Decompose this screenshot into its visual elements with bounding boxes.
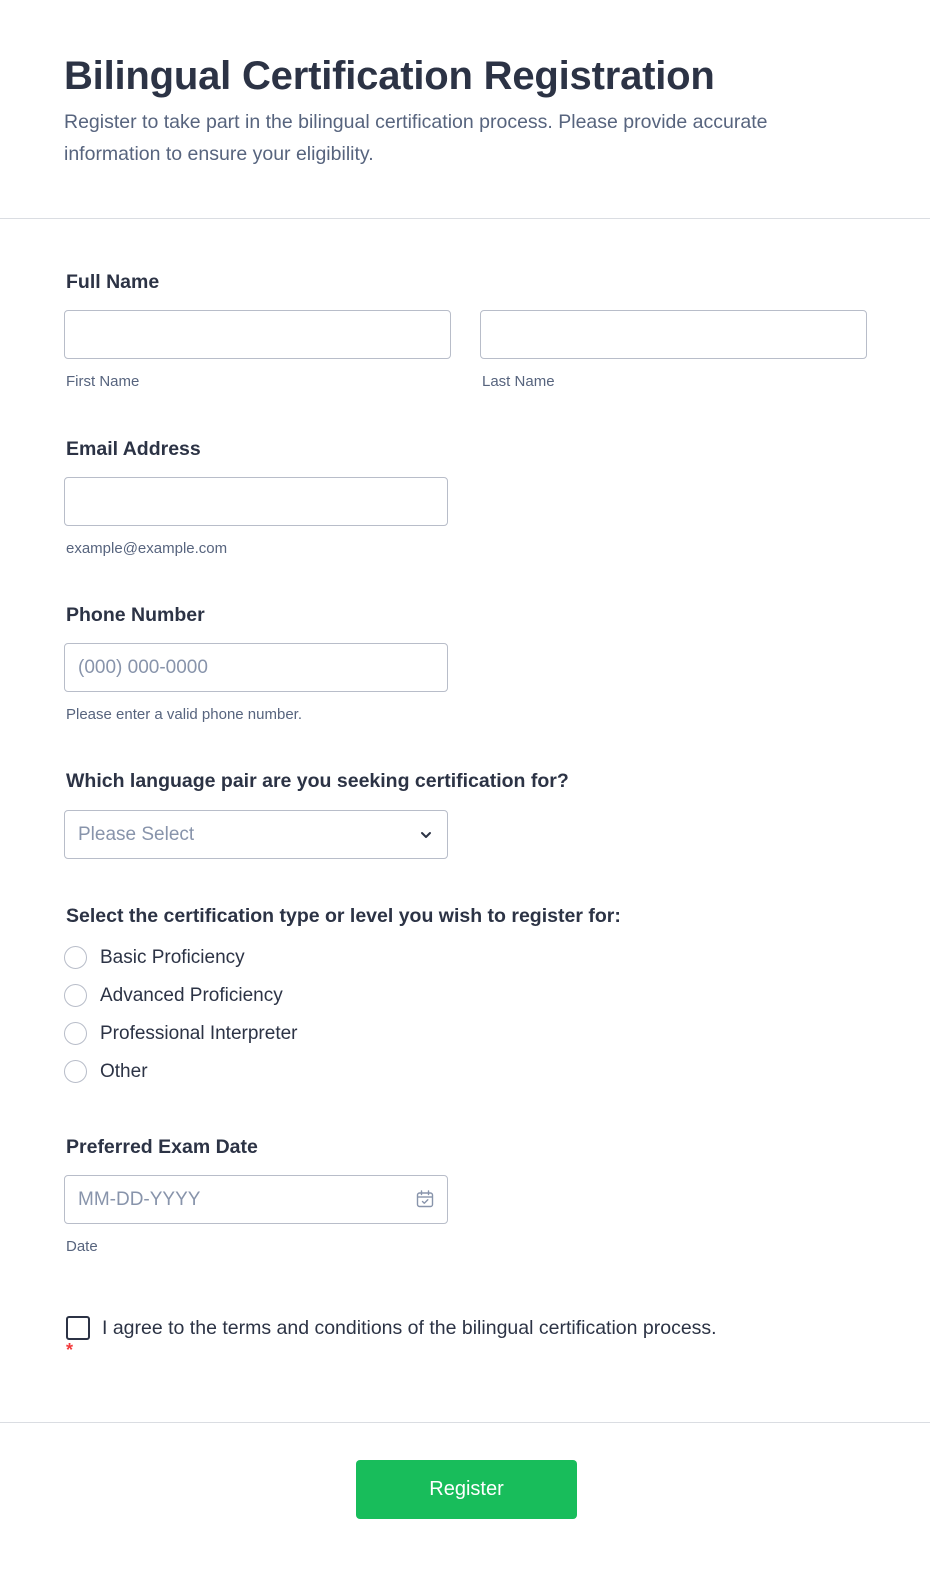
- radio-option-label: Professional Interpreter: [100, 1023, 298, 1044]
- email-sublabel: example@example.com: [66, 540, 228, 557]
- cert-type-label: Select the certification type or level you wish to register for:: [66, 905, 621, 927]
- last-name-sublabel: Last Name: [482, 373, 555, 390]
- page-subtitle: Register to take part in the bilingual certification process. Please provide accurate information to ensure your eligibility.: [64, 111, 768, 165]
- radio-option-label: Advanced Proficiency: [100, 985, 283, 1006]
- phone-input[interactable]: [64, 643, 448, 692]
- first-name-sublabel: First Name: [66, 373, 140, 390]
- chevron-down-icon: [419, 828, 433, 842]
- email-label: Email Address: [66, 438, 201, 460]
- header-divider: [0, 218, 930, 219]
- radio-button[interactable]: [64, 946, 87, 969]
- exam-date-input[interactable]: [64, 1175, 448, 1224]
- terms-checkbox[interactable]: [66, 1316, 90, 1340]
- last-name-input[interactable]: [480, 310, 867, 359]
- terms-label[interactable]: I agree to the terms and conditions of the bilingual certification process.: [102, 1317, 717, 1339]
- radio-button[interactable]: [64, 1022, 87, 1045]
- register-button[interactable]: Register: [356, 1460, 577, 1519]
- phone-label: Phone Number: [66, 604, 205, 626]
- exam-date-sublabel: Date: [66, 1238, 98, 1255]
- language-pair-label: Which language pair are you seeking certification for?: [66, 770, 569, 792]
- radio-option-label: Other: [100, 1061, 148, 1082]
- required-asterisk: *: [66, 1340, 74, 1360]
- full-name-label: Full Name: [66, 271, 160, 293]
- exam-date-label: Preferred Exam Date: [66, 1136, 258, 1158]
- first-name-input[interactable]: [64, 310, 451, 359]
- radio-button[interactable]: [64, 1060, 87, 1083]
- page-title: Bilingual Certification Registration: [64, 54, 715, 98]
- radio-button[interactable]: [64, 984, 87, 1007]
- footer-divider: [0, 1422, 930, 1423]
- language-pair-selected-value: Please Select: [78, 824, 195, 845]
- form-header: [64, 50, 864, 170]
- phone-sublabel: Please enter a valid phone number.: [66, 706, 302, 723]
- calendar-icon[interactable]: [416, 1190, 434, 1208]
- language-pair-select[interactable]: [64, 810, 448, 859]
- radio-option-label: Basic Proficiency: [100, 947, 245, 968]
- email-input[interactable]: [64, 477, 448, 526]
